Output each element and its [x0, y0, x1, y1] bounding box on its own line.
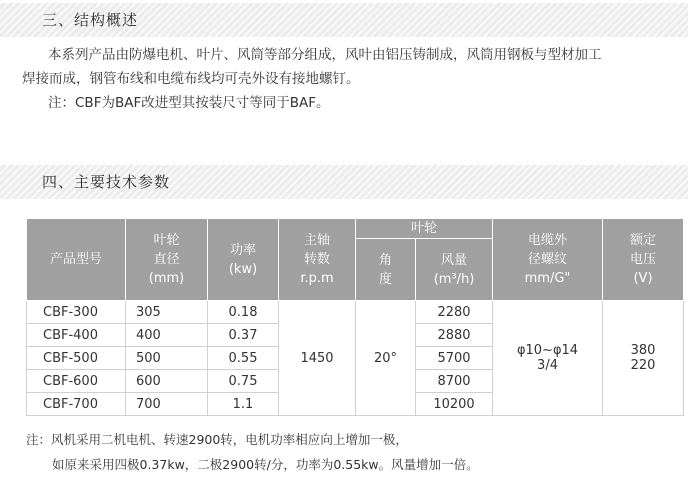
- cell-power: 0.55: [208, 347, 279, 370]
- section3-band: [0, 3, 688, 37]
- cell-speed: 1450: [279, 301, 356, 416]
- header-voltage: 额定 电压 (V): [603, 219, 684, 301]
- header-angle: 角 度: [356, 239, 416, 301]
- cell-airflow: 8700: [416, 370, 493, 393]
- header-model: 产品型号: [27, 219, 126, 301]
- cell-power: 0.75: [208, 370, 279, 393]
- cell-diameter: 500: [126, 347, 208, 370]
- section3-line2: 焊接而成，钢管布线和电缆布线均可壳外设有接地螺钉。: [22, 71, 360, 87]
- header-airflow: [416, 239, 493, 301]
- cell-model: CBF-500: [27, 347, 126, 370]
- header-diameter: 叶轮 直径 (mm): [126, 219, 208, 301]
- cell-power: 0.37: [208, 324, 279, 347]
- cell-angle: 20°: [356, 301, 416, 416]
- section3-line1: 本系列产品由防爆电机、叶片、风筒等部分组成，风叶由铝压铸制成，风筒用钢板与型材加工: [48, 47, 602, 63]
- cell-model: CBF-700: [27, 393, 126, 416]
- cell-model: CBF-600: [27, 370, 126, 393]
- cell-voltage: 380 220: [603, 301, 684, 416]
- cell-airflow: 2280: [416, 301, 493, 324]
- section4-band: [0, 165, 688, 199]
- header-speed: 主轴 转数 r.p.m: [279, 219, 356, 301]
- header-cable: 电缆外 径螺纹 mm/G": [493, 219, 603, 301]
- cell-diameter: 600: [126, 370, 208, 393]
- header-airflow-label: 风量: [441, 252, 468, 268]
- cell-diameter: 700: [126, 393, 208, 416]
- tech-params-table: [26, 218, 684, 416]
- cell-cable: φ10~φ14 3/4: [493, 301, 603, 416]
- section4-heading: 四、主要技术参数: [42, 173, 171, 191]
- section3-note: 注：CBF为BAF改进型其按装尺寸等同于BAF。: [48, 95, 330, 111]
- cell-diameter: 400: [126, 324, 208, 347]
- section3-heading: 三、结构概述: [42, 11, 139, 29]
- header-impeller: 叶轮: [356, 219, 493, 239]
- footnote-line1: 注：风机采用二机电机、转速2900转，电机功率相应向上增加一极，: [26, 432, 408, 447]
- footnote-line2: 如原来采用四极0.37kw，二极2900转/分，功率为0.55kw。风量增加一倍。: [52, 457, 479, 472]
- cell-airflow: 2880: [416, 324, 493, 347]
- cell-diameter: 305: [126, 301, 208, 324]
- cell-power: 0.18: [208, 301, 279, 324]
- cell-model: CBF-400: [27, 324, 126, 347]
- cell-airflow: 5700: [416, 347, 493, 370]
- header-airflow-unit: (m³/h): [433, 271, 475, 287]
- cell-airflow: 10200: [416, 393, 493, 416]
- cell-power: 1.1: [208, 393, 279, 416]
- cell-model: CBF-300: [27, 301, 126, 324]
- header-power: 功率 (kw): [208, 219, 279, 301]
